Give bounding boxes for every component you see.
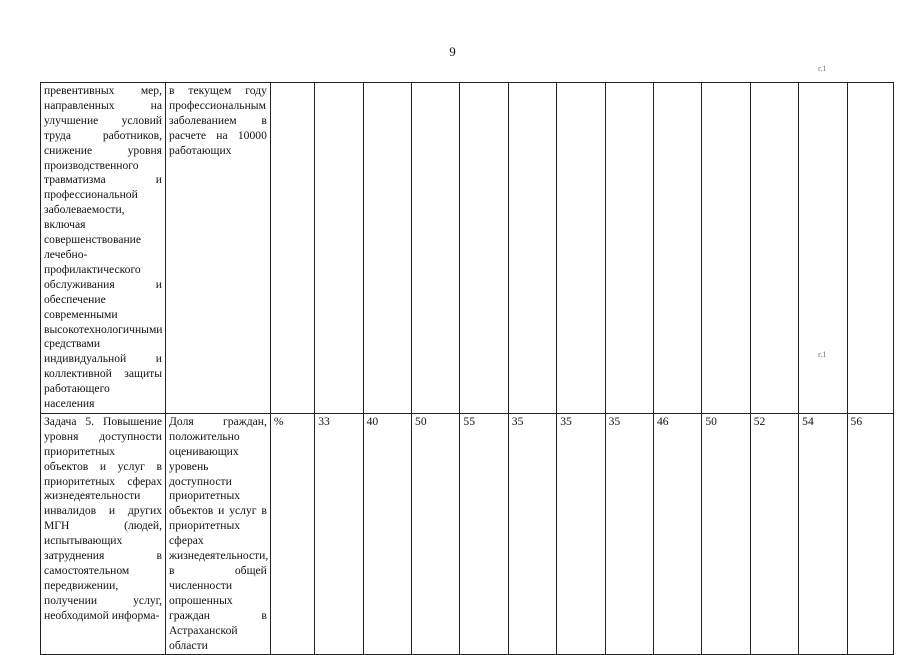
value-cell: [847, 83, 893, 414]
value-cell: 35: [557, 413, 605, 655]
value-cell: 40: [363, 413, 411, 655]
scan-mark: г.1: [818, 64, 827, 73]
value-cell: 50: [702, 413, 750, 655]
unit-cell: [270, 83, 314, 414]
value-cell: [508, 83, 556, 414]
value-cell: 52: [750, 413, 798, 655]
value-cell: [412, 83, 460, 414]
value-cell: [315, 83, 363, 414]
unit-cell: %: [270, 413, 314, 655]
indicator-cell: Доля граждан, положительно оценивающих уровень доступности приоритетных объектов и услуг в приоритетных сферах жизнедеятельности, в общей численности опрошенных граждан в Астраханской области: [166, 413, 271, 655]
indicator-cell: в текущем году профессиональным заболеванием в расчете на 10000 работающих: [166, 83, 271, 414]
value-cell: [557, 83, 605, 414]
page-number: 9: [449, 44, 456, 59]
value-cell: [460, 83, 508, 414]
value-cell: [363, 83, 411, 414]
table-row: [41, 83, 894, 414]
task-cell: превентивных мер, направленных на улучшение условий труда работников, снижение уровня производственного травматизма и профессиональной заболеваемости, включая совершенствование лечебно-профилактического обслуживания и обеспечение современными высокотехнологичными средствами индивидуальной и коллективной защиты работающего населения: [41, 83, 166, 414]
value-cell: [653, 83, 701, 414]
value-cell: 54: [799, 413, 847, 655]
scan-mark: г.1: [818, 350, 827, 359]
value-cell: [750, 83, 798, 414]
value-cell: [605, 83, 653, 414]
value-cell: 33: [315, 413, 363, 655]
value-cell: [799, 83, 847, 414]
task-cell: Задача 5. Повышение уровня доступности приоритетных объектов и услуг в приоритетных сферах жизнедеятельности инвалидов и других МГН (людей, испытывающих затруднения в самостоятельном передвижении, получении услуг, необходимой информа-: [41, 413, 166, 655]
value-cell: 35: [508, 413, 556, 655]
value-cell: 55: [460, 413, 508, 655]
value-cell: [702, 83, 750, 414]
value-cell: 50: [412, 413, 460, 655]
table-row: [41, 413, 894, 655]
program-indicators-table: [40, 82, 894, 655]
value-cell: 56: [847, 413, 893, 655]
value-cell: 35: [605, 413, 653, 655]
value-cell: 46: [653, 413, 701, 655]
